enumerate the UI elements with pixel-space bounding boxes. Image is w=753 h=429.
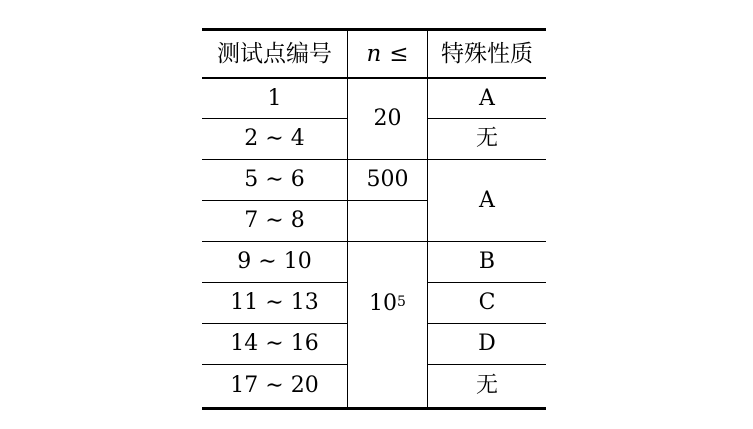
- test-id-cell: 14 ∼ 16: [230, 331, 319, 356]
- property-cell: A: [479, 187, 495, 213]
- test-id-cell: 5 ∼ 6: [244, 167, 305, 192]
- n-bound-cell: 10 $^5$: [369, 291, 406, 316]
- leq-operator: ≤: [389, 40, 409, 67]
- header-special-property: 特殊性质: [441, 40, 533, 67]
- n-bound-cell: 500: [366, 167, 409, 192]
- bottom-rule: [202, 407, 546, 410]
- property-cell: C: [478, 290, 496, 315]
- property-cell: 无: [475, 126, 498, 151]
- power-base: 10: [369, 291, 398, 316]
- header-n-bound: [348, 31, 427, 77]
- n-variable: n: [366, 40, 382, 67]
- test-id-cell: 9 ∼ 10: [237, 249, 312, 274]
- test-id-cell: 7 ∼ 8: [244, 208, 305, 233]
- test-id-cell: 11 ∼ 13: [230, 290, 319, 315]
- property-cell: A: [479, 85, 495, 111]
- header-test-id: 测试点编号: [217, 40, 332, 67]
- test-id-cell: 1: [267, 85, 282, 111]
- property-cell: B: [478, 249, 496, 274]
- test-id-cell: 2 ∼ 4: [244, 126, 305, 151]
- test-id-cell: 17 ∼ 20: [230, 373, 319, 398]
- constraints-table: [202, 28, 546, 410]
- property-cell: 无: [475, 373, 498, 398]
- n-bound-cell: 20: [373, 106, 402, 131]
- property-cell: D: [478, 331, 496, 356]
